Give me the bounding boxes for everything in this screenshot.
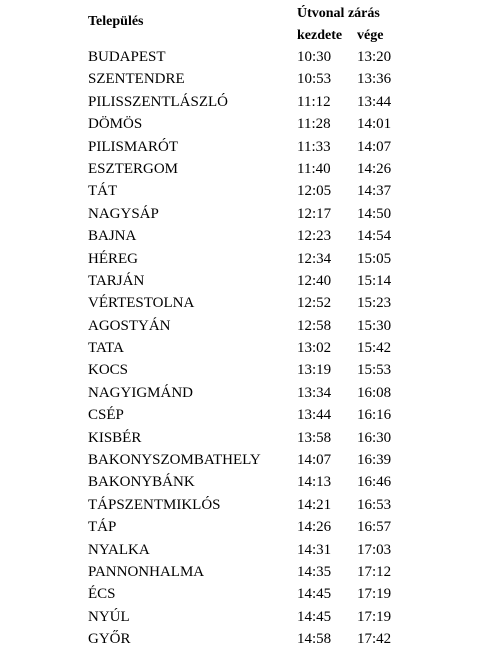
closure-start-time: 14:35: [297, 563, 332, 580]
place-name: NYÚL: [88, 608, 130, 625]
place-name: TÁP: [88, 519, 117, 536]
closure-start-time: 10:30: [297, 49, 332, 65]
closure-end-time: 14:01: [357, 116, 392, 133]
table-row: [0, 270, 487, 292]
closure-end-time: 16:39: [357, 452, 392, 469]
closure-start-time: 13:19: [297, 362, 332, 379]
closure-end-time: 15:05: [357, 250, 392, 267]
closure-end-time: 16:46: [357, 474, 392, 491]
closure-start-time: 10:53: [297, 71, 332, 88]
header-place: Település: [88, 14, 144, 29]
closure-end-time: 16:30: [357, 429, 392, 446]
closure-start-time: 14:13: [297, 474, 332, 491]
closure-start-time: 13:02: [297, 340, 332, 357]
closure-end-time: 17:03: [357, 541, 392, 558]
closure-start-time: 14:45: [297, 608, 332, 625]
closure-end-time: 13:44: [357, 93, 392, 110]
closure-end-time: 14:50: [357, 205, 392, 222]
closure-end-time: 15:14: [357, 272, 392, 289]
table-row: [0, 136, 487, 158]
header-start: kezdete: [297, 28, 343, 43]
closure-end-time: 13:36: [357, 71, 392, 88]
table-row: [0, 628, 487, 650]
closure-start-time: 11:28: [297, 116, 331, 133]
closure-start-time: 13:58: [297, 429, 332, 446]
table-row: [0, 203, 487, 225]
closure-end-time: 15:42: [357, 340, 392, 357]
table-row: [0, 382, 487, 404]
closure-start-time: 11:40: [297, 160, 331, 177]
table-row: [0, 180, 487, 202]
closure-start-time: 14:26: [297, 519, 332, 536]
closure-end-time: 14:26: [357, 160, 392, 177]
place-name: ESZTERGOM: [88, 160, 178, 177]
place-name: NYALKA: [88, 541, 150, 558]
closure-start-time: 12:58: [297, 317, 332, 334]
place-name: VÉRTESTOLNA: [88, 295, 195, 312]
closure-start-time: 12:05: [297, 183, 332, 200]
place-name: HÉREG: [88, 250, 138, 267]
place-name: BAKONYSZOMBATHELY: [88, 452, 261, 469]
table-row: [0, 225, 487, 247]
closure-start-time: 12:40: [297, 272, 332, 289]
table-row: [0, 113, 487, 135]
closure-start-time: 12:52: [297, 295, 332, 312]
table-row: [0, 158, 487, 180]
place-name: TATA: [88, 340, 124, 357]
closure-end-time: 16:53: [357, 496, 392, 513]
header-end: vége: [357, 28, 384, 43]
closure-start-time: 13:44: [297, 407, 332, 424]
table-row: [0, 449, 487, 471]
closure-start-time: 14:45: [297, 586, 332, 603]
closure-end-time: 14:07: [357, 138, 392, 155]
closure-end-time: 17:19: [357, 608, 392, 625]
place-name: KISBÉR: [88, 429, 142, 446]
place-name: GYŐR: [88, 631, 131, 648]
table-row: [0, 292, 487, 314]
place-name: BAKONYBÁNK: [88, 474, 195, 491]
place-name: ÉCS: [88, 586, 116, 603]
header-route-closure: Útvonal zárás: [297, 6, 380, 21]
place-name: DÖMÖS: [88, 116, 143, 133]
place-name: SZENTENDRE: [88, 71, 185, 88]
closure-start-time: 14:58: [297, 631, 332, 648]
closure-start-time: 11:33: [297, 138, 331, 155]
table-row: [0, 516, 487, 538]
closure-end-time: 13:20: [357, 49, 392, 65]
closure-end-time: 16:16: [357, 407, 392, 424]
place-name: TÁT: [88, 183, 118, 200]
closure-start-time: 12:34: [297, 250, 332, 267]
closure-end-time: 15:30: [357, 317, 392, 334]
table-row: [0, 337, 487, 359]
closure-start-time: 12:23: [297, 228, 332, 245]
place-name: CSÉP: [88, 407, 124, 424]
place-name: PANNONHALMA: [88, 563, 205, 580]
place-name: PILISMARÓT: [88, 138, 179, 155]
place-name: TÁPSZENTMIKLÓS: [88, 496, 221, 513]
closure-end-time: 17:19: [357, 586, 392, 603]
place-name: AGOSTYÁN: [88, 317, 171, 334]
closure-start-time: 14:21: [297, 496, 332, 513]
table-row: [0, 315, 487, 337]
table-row: [0, 359, 487, 381]
closure-start-time: 11:12: [297, 93, 331, 110]
closure-end-time: 15:23: [357, 295, 392, 312]
closure-start-time: 13:34: [297, 384, 332, 401]
table-row: [0, 404, 487, 426]
table-row: [0, 46, 487, 68]
table-row: [0, 68, 487, 90]
closure-end-time: 16:08: [357, 384, 392, 401]
closure-start-time: 12:17: [297, 205, 332, 222]
table-row: [0, 583, 487, 605]
closure-start-time: 14:31: [297, 541, 332, 558]
closure-end-time: 17:42: [357, 631, 392, 648]
closure-end-time: 15:53: [357, 362, 392, 379]
table-row: [0, 606, 487, 628]
place-name: TARJÁN: [88, 272, 145, 289]
place-name: BAJNA: [88, 228, 137, 245]
table-row: [0, 427, 487, 449]
closure-end-time: 16:57: [357, 519, 392, 536]
table-row: [0, 91, 487, 113]
place-name: NAGYIGMÁND: [88, 384, 193, 401]
place-name: KOCS: [88, 362, 129, 379]
table-row: [0, 471, 487, 493]
closure-end-time: 17:12: [357, 563, 392, 580]
table-row: [0, 248, 487, 270]
closure-end-time: 14:54: [357, 228, 392, 245]
table-body: [0, 46, 487, 651]
table-row: [0, 539, 487, 561]
table-row: [0, 561, 487, 583]
closure-start-time: 14:07: [297, 452, 332, 469]
closure-end-time: 14:37: [357, 183, 392, 200]
table-row: [0, 494, 487, 516]
place-name: BUDAPEST: [88, 49, 166, 65]
place-name: NAGYSÁP: [88, 205, 159, 222]
place-name: PILISSZENTLÁSZLÓ: [88, 93, 228, 110]
